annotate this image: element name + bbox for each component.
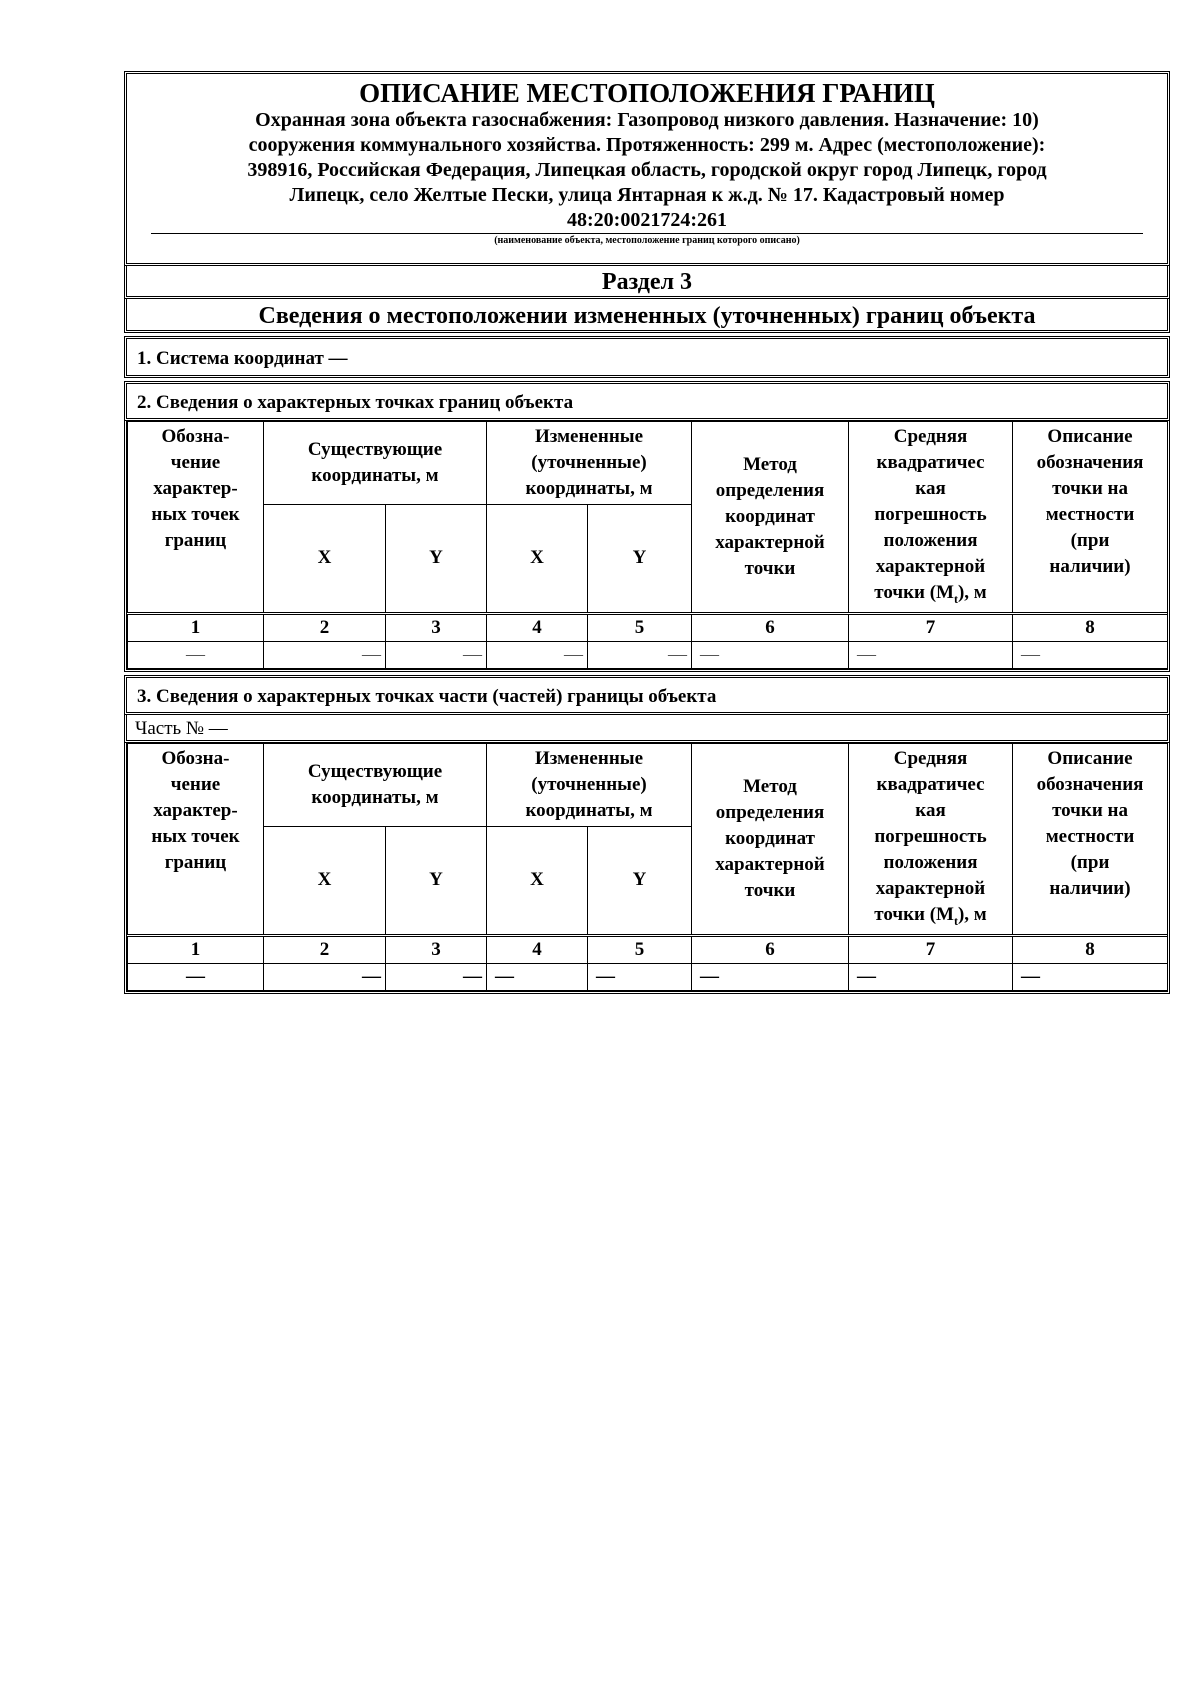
col-number: 7: [849, 935, 1013, 963]
col-existing-y: Y: [386, 826, 487, 935]
parts-section-title: 3. Сведения о характерных точках части (частей) границы объекта: [124, 675, 1170, 715]
object-line: сооружения коммунального хозяйства. Протяженность: 299 м. Адрес (местоположение):: [248, 134, 1046, 156]
part-number-label: Часть № —: [124, 715, 1170, 743]
col-number: 3: [386, 935, 487, 963]
table-cell-empty: —: [487, 963, 588, 990]
section-subtitle: Сведения о местоположении измененных (уточненных) границ объекта: [124, 299, 1170, 333]
section-title: Раздел 3: [124, 266, 1170, 299]
table-cell-empty: —: [692, 963, 849, 990]
table-cell-empty: —: [386, 963, 487, 990]
col-method-header: Метод определения координат характерной точки: [692, 743, 849, 935]
col-description-header: Описание обозначения точки на местности (при наличии): [1013, 422, 1168, 614]
document-title: ОПИСАНИЕ МЕСТОПОЛОЖЕНИЯ ГРАНИЦ: [359, 78, 935, 108]
col-number: 2: [264, 935, 386, 963]
col-number: 5: [588, 613, 692, 641]
col-description-header: Описание обозначения точки на местности (при наличии): [1013, 743, 1168, 935]
table-cell-empty: —: [487, 641, 588, 668]
table-cell-empty: —: [588, 963, 692, 990]
col-number: 2: [264, 613, 386, 641]
col-changed-x: X: [487, 504, 588, 613]
parts-table: [124, 743, 1170, 994]
col-existing-y: Y: [386, 504, 487, 613]
document-header: [124, 71, 1170, 266]
col-number: 8: [1013, 935, 1168, 963]
col-changed-x: X: [487, 826, 588, 935]
col-number: 5: [588, 935, 692, 963]
table-cell-empty: —: [128, 963, 264, 990]
object-line: 48:20:0021724:261: [567, 209, 727, 231]
col-existing-x: X: [264, 826, 386, 935]
object-note: (наименование объекта, местоположение границ которого описано): [494, 235, 800, 246]
object-line: Липецк, село Желтые Пески, улица Янтарная к ж.д. № 17. Кадастровый номер: [289, 184, 1005, 206]
table-cell-empty: —: [1013, 641, 1168, 668]
table-cell-empty: —: [1013, 963, 1168, 990]
col-number: 3: [386, 613, 487, 641]
col-number: 1: [128, 935, 264, 963]
table-cell-empty: —: [692, 641, 849, 668]
col-method-header: Метод определения координат характерной точки: [692, 422, 849, 614]
table-cell-empty: —: [128, 641, 264, 668]
table-cell-empty: —: [264, 963, 386, 990]
coord-system-row: 1. Система координат —: [124, 336, 1170, 378]
col-error-header: Средняя квадратичес кая погрешность положения характерной точки $(M_t)$, м: [849, 743, 1013, 935]
table-cell-empty: —: [588, 641, 692, 668]
col-number: 7: [849, 613, 1013, 641]
table-cell-empty: —: [849, 641, 1013, 668]
col-changed-y: Y: [588, 504, 692, 613]
object-line: 398916, Российская Федерация, Липецкая область, городской округ город Липецк, город: [247, 159, 1047, 181]
col-existing-header: Существующие координаты, м: [264, 743, 487, 826]
table-cell-empty: —: [264, 641, 386, 668]
header-underline: [151, 233, 1143, 234]
col-changed-header: Измененные (уточненные) координаты, м: [487, 743, 692, 826]
col-changed-y: Y: [588, 826, 692, 935]
col-existing-header: Существующие координаты, м: [264, 422, 487, 505]
points-table: [124, 421, 1170, 672]
col-designation-header: Обозна- чение характер- ных точек границ: [128, 743, 264, 935]
col-number: 4: [487, 613, 588, 641]
col-designation-header: Обозна- чение характер- ных точек границ: [128, 422, 264, 614]
object-line: Охранная зона объекта газоснабжения: Газопровод низкого давления. Назначение: 10): [255, 109, 1039, 131]
col-number: 6: [692, 935, 849, 963]
table-cell-empty: —: [386, 641, 487, 668]
boundary-description-document: [124, 71, 1170, 994]
col-number: 4: [487, 935, 588, 963]
table-cell-empty: —: [849, 963, 1013, 990]
points-section-title: 2. Сведения о характерных точках границ объекта: [124, 381, 1170, 421]
col-error-header: Средняя квадратичес кая погрешность положения характерной точки $(M_t)$, м: [849, 422, 1013, 614]
col-existing-x: X: [264, 504, 386, 613]
col-number: 6: [692, 613, 849, 641]
col-number: 8: [1013, 613, 1168, 641]
col-number: 1: [128, 613, 264, 641]
col-changed-header: Измененные (уточненные) координаты, м: [487, 422, 692, 505]
